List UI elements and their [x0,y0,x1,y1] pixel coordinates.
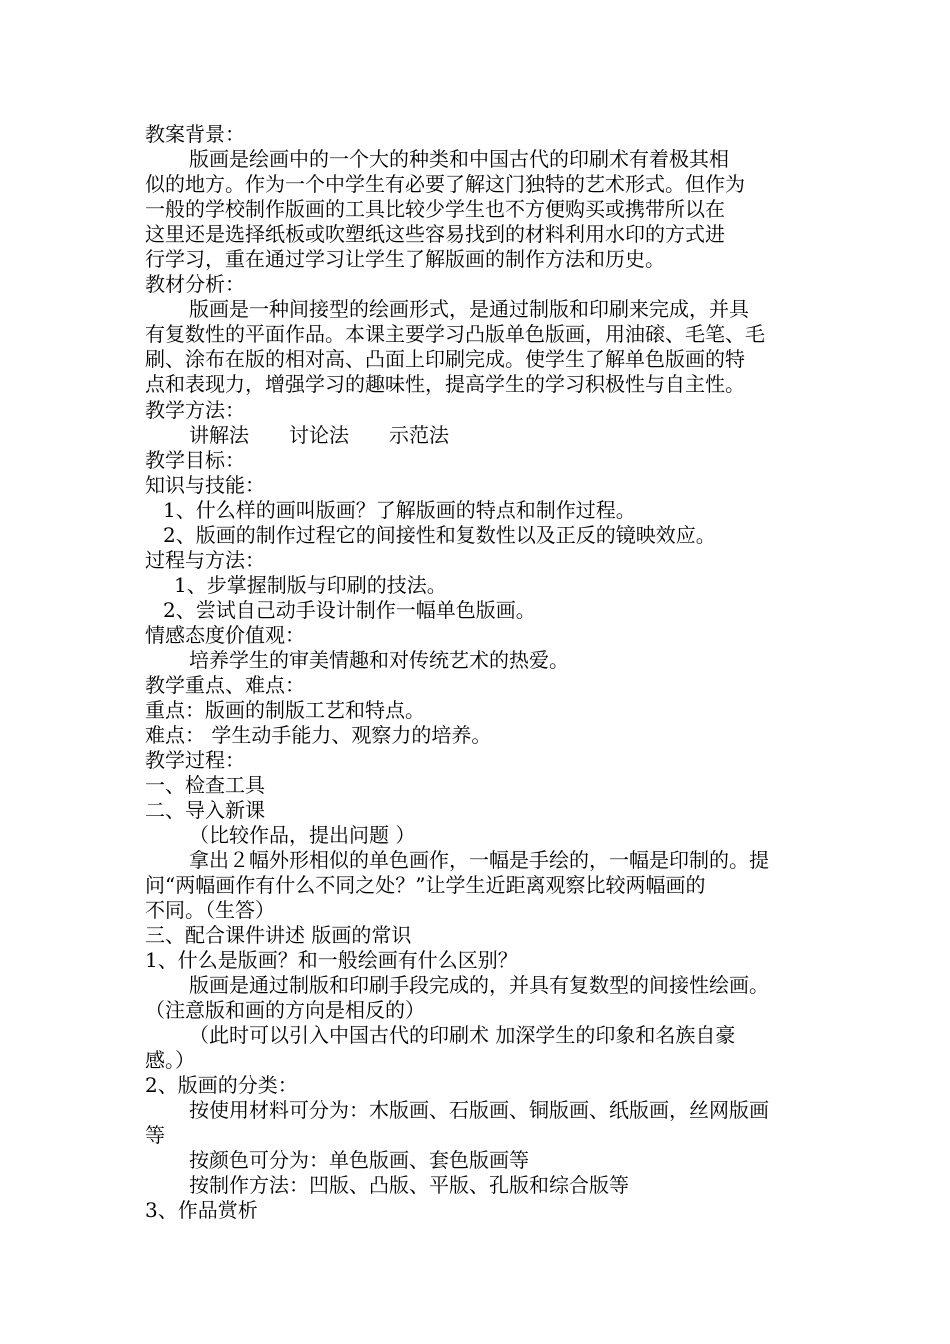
paragraph-line: 不同。（生答） [145,898,275,922]
paragraph-line: （比较作品，提出问题 ） [189,823,416,847]
list-item: 1、什么样的画叫版画？了解版画的特点和制作过程。 [163,498,636,522]
list-item: 1、什么是版画？和一般绘画有什么区别？ [145,948,518,972]
paragraph-line: 难点： 学生动手能力、观察力的培养。 [145,723,492,747]
list-item: 1、步掌握制版与印刷的技法。 [174,573,447,597]
section-heading-background: 教案背景： [145,122,245,146]
subheading-knowledge: 知识与技能： [145,473,265,497]
paragraph-line: 似的地方。作为一个中学生有必要了解这门独特的艺术形式。但作为 [145,172,745,196]
paragraph-line: 拿出２幅外形相似的单色画作，一幅是手绘的，一幅是印制的。提 [189,848,769,872]
section-heading-process: 教学过程： [145,748,245,772]
paragraph-line: （注意版和画的方向是相反的） [145,998,425,1022]
subheading-attitude: 情感态度价值观： [145,623,305,647]
methods-list: 讲解法 讨论法 示范法 [189,423,449,447]
paragraph-line: （此时可以引入中国古代的印刷术 加深学生的印象和名族自豪 [189,1023,736,1047]
section-heading-goals: 教学目标： [145,448,245,472]
paragraph-line: 按使用材料可分为：木版画、石版画、铜版画、纸版画，丝网版画 [189,1098,769,1122]
list-item: 2、版画的制作过程它的间接性和复数性以及正反的镜映效应。 [163,523,716,547]
paragraph-line: 刷、涂布在版的相对高、凸面上印刷完成。使学生了解单色版画的特 [145,347,745,371]
paragraph-line: 行学习，重在通过学习让学生了解版画的制作方法和历史。 [145,247,665,271]
paragraph-line: 按颜色可分为：单色版画、套色版画等 [189,1148,529,1172]
paragraph-line: 按制作方法：凹版、凸版、平版、孔版和综合版等 [189,1173,629,1197]
paragraph-line: 重点：版画的制版工艺和特点。 [145,698,425,722]
list-item: 一、检查工具 [145,773,265,797]
list-item: 2、尝试自己动手设计制作一幅单色版画。 [163,598,536,622]
paragraph-line: 有复数性的平面作品。本课主要学习凸版单色版画，用油磙、毛笔、毛 [145,322,765,346]
paragraph-line: 问“两幅画作有什么不同之处？”让学生近距离观察比较两幅画的 [145,873,706,897]
list-item: 二、导入新课 [145,798,265,822]
paragraph-line: 培养学生的审美情趣和对传统艺术的热爱。 [189,648,569,672]
list-item: 2、版画的分类： [145,1073,298,1097]
paragraph-line: 版画是通过制版和印刷手段完成的，并具有复数型的间接性绘画。 [189,973,769,997]
paragraph-line: 版画是绘画中的一个大的种类和中国古代的印刷术有着极其相 [189,147,729,171]
paragraph-line: 版画是一种间接型的绘画形式，是通过制版和印刷来完成，并具 [189,297,749,321]
paragraph-line: 等 [145,1123,165,1147]
paragraph-line: 这里还是选择纸板或吹塑纸这些容易找到的材料利用水印的方式进 [145,222,725,246]
section-heading-analysis: 教材分析： [145,272,245,296]
list-item: 三、配合课件讲述 版画的常识 [145,923,412,947]
list-item: 3、作品赏析 [145,1198,258,1222]
subheading-process: 过程与方法： [145,548,265,572]
paragraph-line: 一般的学校制作版画的工具比较少学生也不方便购买或携带所以在 [145,197,725,221]
paragraph-line: 感。） [145,1048,195,1072]
section-heading-methods: 教学方法： [145,398,245,422]
section-heading-key-points: 教学重点、难点： [145,673,305,697]
paragraph-line: 点和表现力，增强学习的趣味性，提高学生的学习积极性与自主性。 [145,372,745,396]
